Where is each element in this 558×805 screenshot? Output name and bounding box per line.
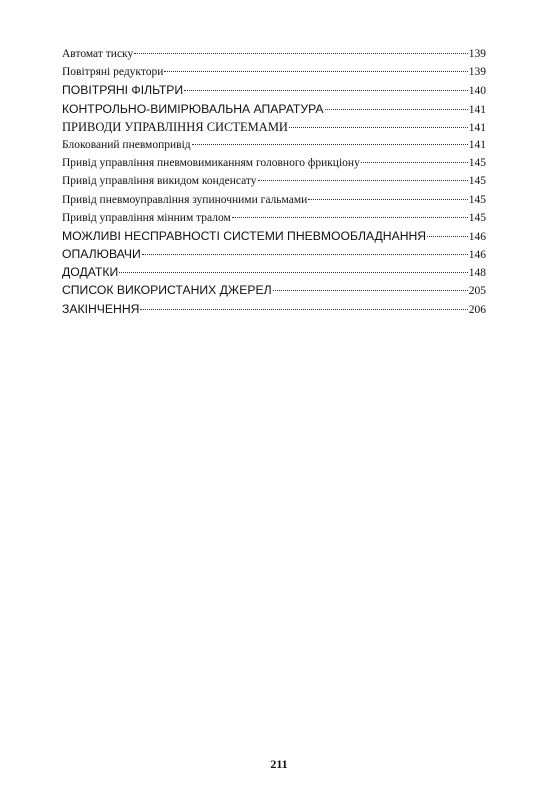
toc-entry[interactable] <box>62 191 486 209</box>
toc-entry-page: 145 <box>468 193 486 206</box>
toc-entry[interactable] <box>62 136 486 154</box>
toc-entry-title: ПОВІТРЯНІ ФІЛЬТРИ <box>62 83 184 98</box>
toc-entry-page: 148 <box>468 267 486 280</box>
dot-leader <box>142 254 468 255</box>
toc-entry[interactable] <box>62 281 486 299</box>
toc-entry-title: Привід пневмоуправління зупиночними гальмами <box>62 193 308 206</box>
toc-entry[interactable] <box>62 81 486 99</box>
dot-leader <box>325 109 468 110</box>
toc-entry-title: КОНТРОЛЬНО-ВИМІРЮВАЛЬНА АПАРАТУРА <box>62 101 324 116</box>
toc-entry-page: 145 <box>468 157 486 170</box>
toc-entry-title: Привід управління пневмовимиканням головного фрикціону <box>62 157 360 170</box>
dot-leader <box>258 180 468 181</box>
toc-entry-page: 141 <box>468 103 486 116</box>
toc-entry-page: 145 <box>468 175 486 188</box>
toc-entry-title: Автомат тиску <box>62 48 134 60</box>
toc-entry-page: 206 <box>468 303 486 316</box>
toc-entry-page: 205 <box>468 285 486 298</box>
dot-leader <box>134 53 468 54</box>
dot-leader <box>192 144 468 145</box>
toc-entry-title: СПИСОК ВИКОРИСТАНИХ ДЖЕРЕЛ <box>62 283 272 298</box>
toc-entry-page: 146 <box>468 230 486 243</box>
toc-entry[interactable] <box>62 300 486 318</box>
toc-entry-title: ЗАКІНЧЕННЯ <box>62 301 140 316</box>
dot-leader <box>289 127 468 128</box>
toc-entry[interactable] <box>62 172 486 190</box>
toc-entry[interactable] <box>62 118 486 136</box>
toc-entry[interactable] <box>62 100 486 118</box>
toc-entry-page: 139 <box>468 48 486 60</box>
dot-leader <box>140 309 467 310</box>
toc-entry-title: ПРИВОДИ УПРАВЛІННЯ СИСТЕМАМИ <box>62 119 288 134</box>
toc-entry-page: 140 <box>468 85 486 98</box>
toc-entry-title: ДОДАТКИ <box>62 265 119 280</box>
toc-entry-page: 141 <box>468 138 486 151</box>
toc-entry[interactable] <box>62 209 486 227</box>
dot-leader <box>361 162 468 163</box>
toc-entry-page: 146 <box>468 249 486 262</box>
dot-leader <box>427 236 468 237</box>
dot-leader <box>184 90 468 91</box>
dot-leader <box>119 272 468 273</box>
toc-entry-title: Привід управління мінним тралом <box>62 211 231 224</box>
toc-entry-title: Повітряні редуктори <box>62 66 164 79</box>
toc-entry[interactable] <box>62 45 486 63</box>
toc-entry-page: 139 <box>468 66 486 79</box>
toc-entry[interactable] <box>62 263 486 281</box>
toc-entry[interactable] <box>62 227 486 245</box>
table-of-contents <box>62 45 486 318</box>
toc-entry-page: 145 <box>468 211 486 224</box>
toc-entry[interactable] <box>62 154 486 172</box>
dot-leader <box>273 290 468 291</box>
dot-leader <box>308 199 468 200</box>
dot-leader <box>164 71 467 72</box>
dot-leader <box>232 217 468 218</box>
toc-entry-title: Привід управління викидом конденсату <box>62 175 257 188</box>
toc-entry-title: МОЖЛИВІ НЕСПРАВНОСТІ СИСТЕМИ ПНЕВМООБЛАДНАННЯ <box>62 228 427 243</box>
toc-entry[interactable] <box>62 63 486 81</box>
toc-entry-title: Блокований пневмопривід <box>62 138 191 151</box>
toc-entry-page: 141 <box>468 121 486 134</box>
toc-entry-title: ОПАЛЮВАЧИ <box>62 247 141 262</box>
toc-entry[interactable] <box>62 245 486 263</box>
page-number: 211 <box>270 757 288 771</box>
